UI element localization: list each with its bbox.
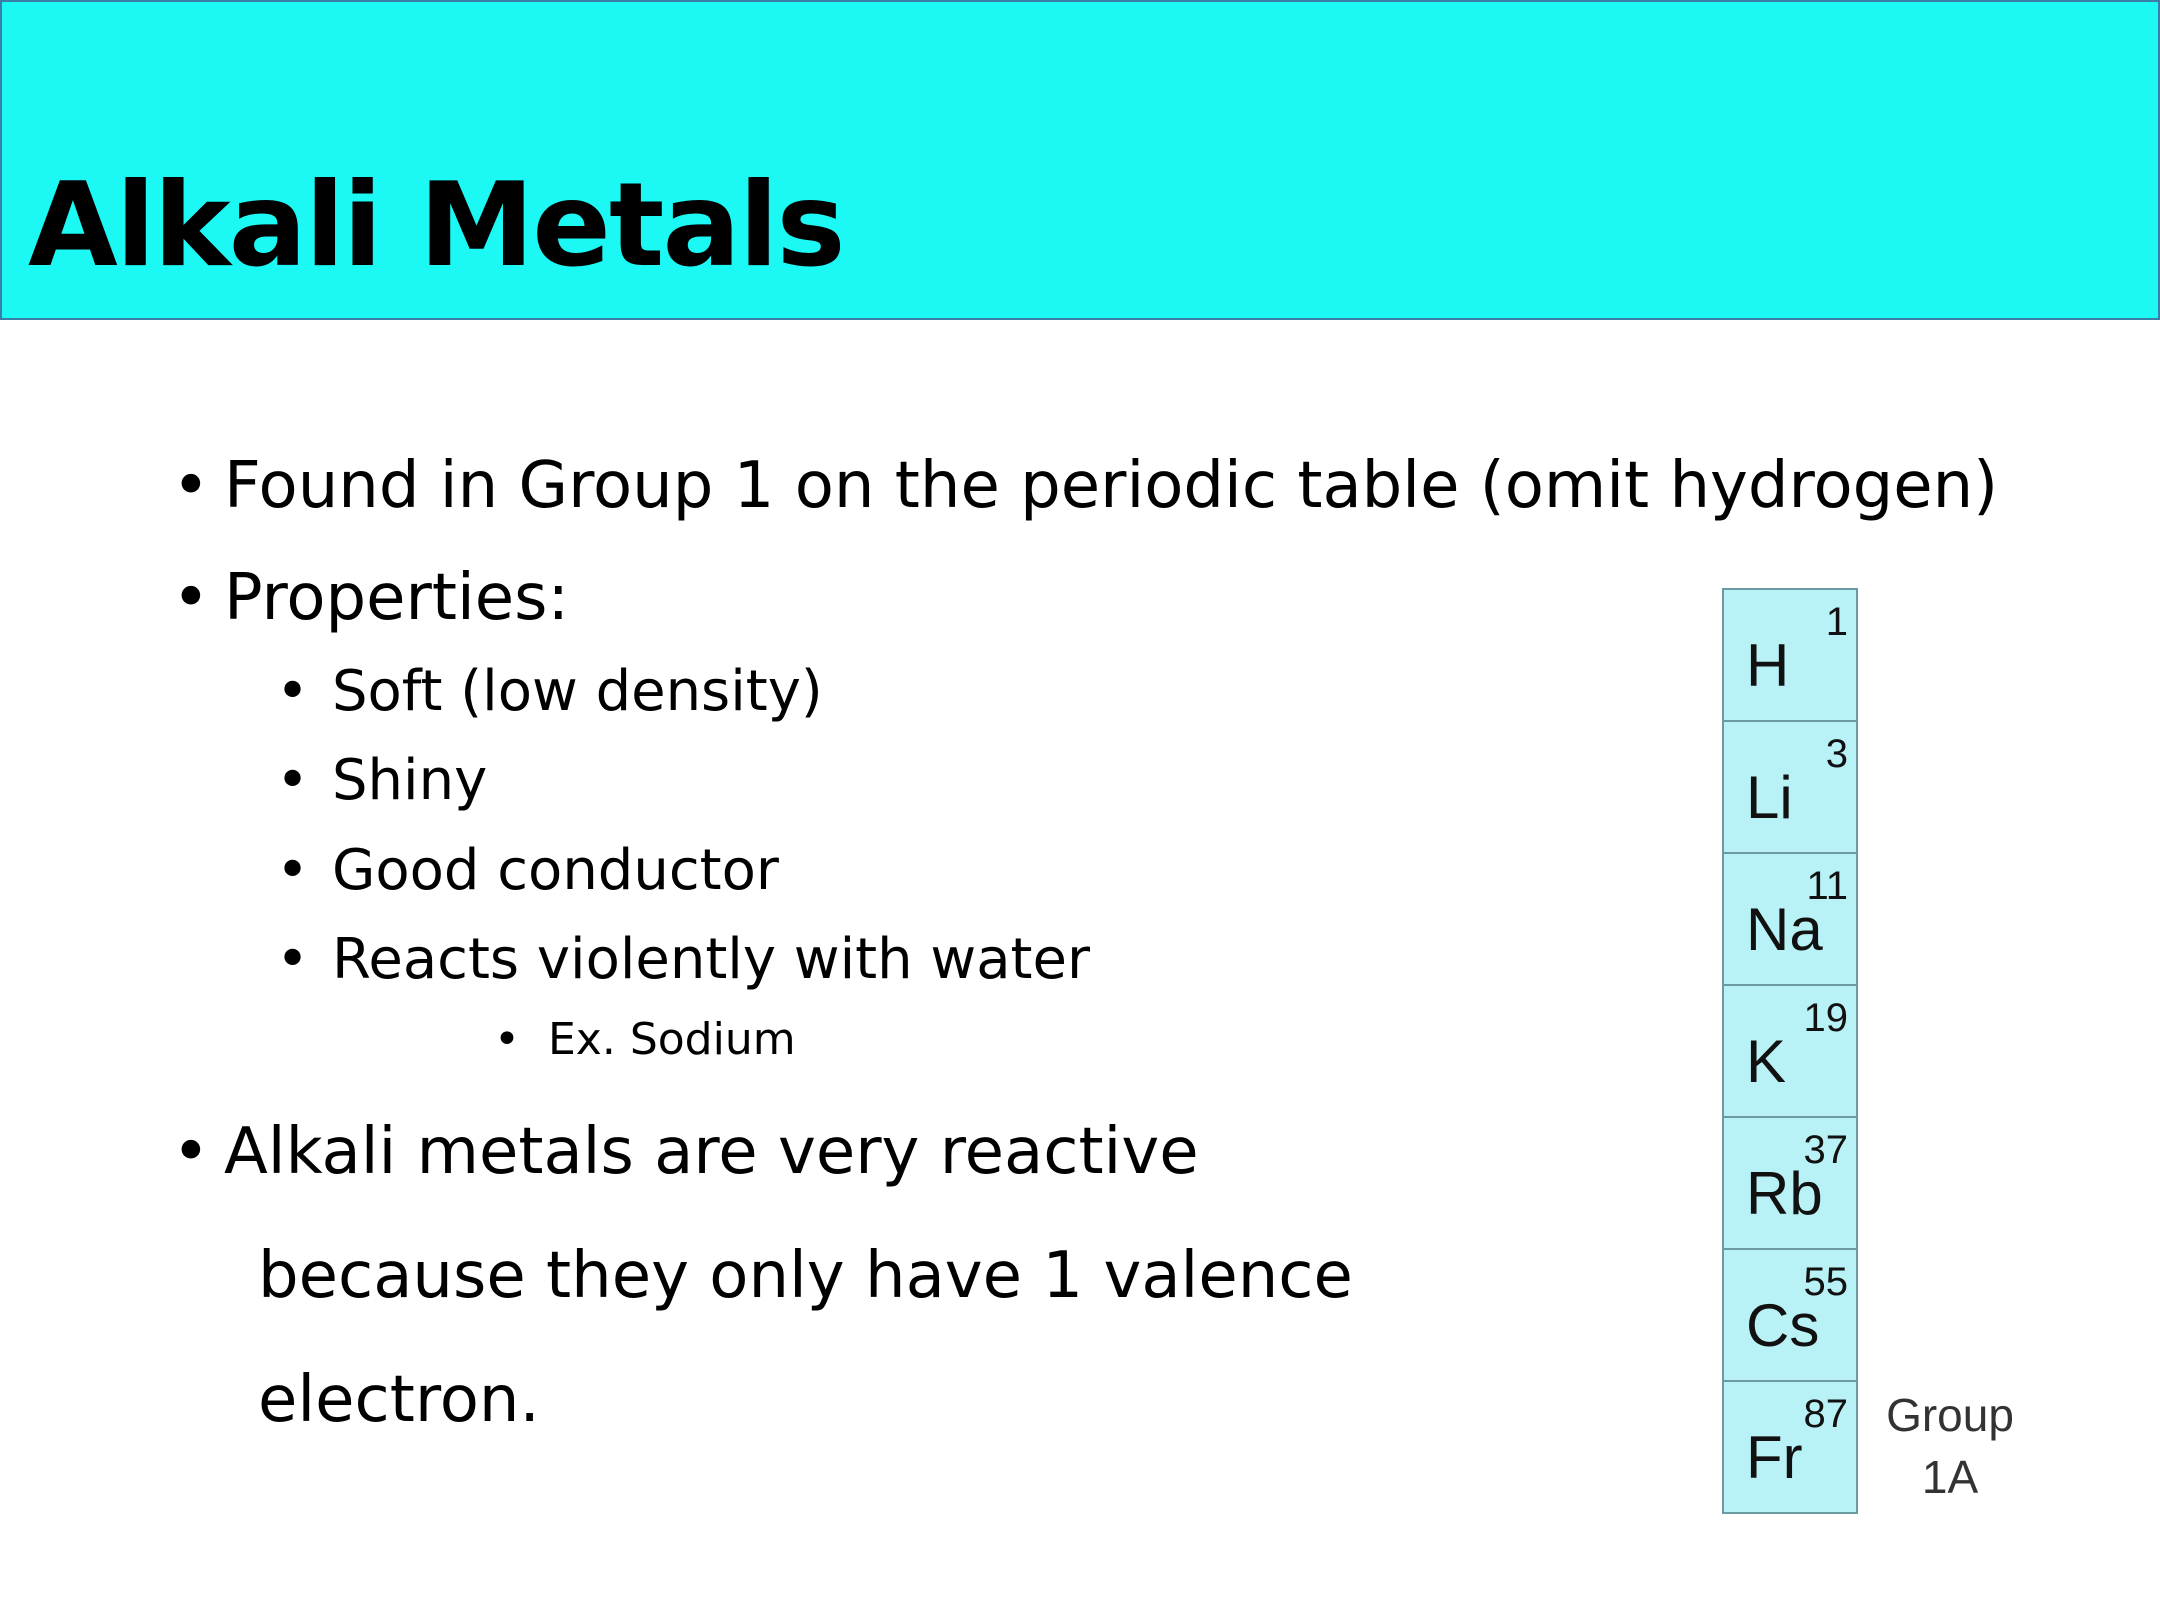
element-cell-rb bbox=[1722, 1116, 1858, 1250]
bullet-text: Found in Group 1 on the periodic table (omit hydrogen) bbox=[224, 449, 1999, 523]
sub-sub-bullet-example bbox=[494, 1014, 796, 1065]
bullet-dot: • bbox=[172, 561, 210, 635]
bullet-properties bbox=[172, 561, 569, 635]
bullet-reactive bbox=[172, 1115, 1199, 1189]
atomic-number: 3 bbox=[1825, 732, 1848, 776]
bullet-text: Soft (low density) bbox=[332, 659, 823, 724]
sub-bullet-shiny bbox=[276, 748, 488, 813]
bullet-dot: • bbox=[276, 927, 310, 992]
group-label-line2: 1A bbox=[1921, 1451, 1979, 1504]
element-cell-fr bbox=[1722, 1380, 1858, 1514]
element-symbol: Cs bbox=[1746, 1292, 1820, 1359]
element-symbol: Na bbox=[1746, 896, 1823, 963]
periodic-group-1-column bbox=[1722, 590, 1858, 1514]
bullet-dot: • bbox=[276, 838, 310, 903]
bullet-text: Good conductor bbox=[332, 838, 779, 903]
sub-bullet-conductor bbox=[276, 838, 779, 903]
element-symbol: Rb bbox=[1746, 1160, 1823, 1227]
element-cell-k bbox=[1722, 984, 1858, 1118]
bullet-dot: • bbox=[172, 449, 210, 523]
atomic-number: 87 bbox=[1803, 1392, 1848, 1436]
group-label-line1: Group bbox=[1886, 1389, 2014, 1441]
bullet-dot: • bbox=[276, 659, 310, 724]
atomic-number: 1 bbox=[1825, 600, 1848, 644]
bullet-text: Ex. Sodium bbox=[548, 1014, 796, 1065]
element-cell-na bbox=[1722, 852, 1858, 986]
element-cell-h bbox=[1722, 588, 1858, 722]
sub-bullet-reacts bbox=[276, 927, 1090, 992]
bullet-dot: • bbox=[494, 1014, 520, 1065]
slide-title: Alkali Metals bbox=[28, 158, 844, 293]
bullet-group-1 bbox=[172, 449, 1999, 523]
element-cell-li bbox=[1722, 720, 1858, 854]
atomic-number: 37 bbox=[1803, 1128, 1848, 1172]
sub-bullet-soft bbox=[276, 659, 823, 724]
element-symbol: Li bbox=[1746, 764, 1793, 831]
atomic-number: 55 bbox=[1803, 1260, 1848, 1304]
atomic-number: 19 bbox=[1803, 996, 1848, 1040]
bullet-text: Reacts violently with water bbox=[332, 927, 1090, 992]
element-symbol: H bbox=[1746, 632, 1790, 699]
bullet-text: Alkali metals are very reactive bbox=[224, 1115, 1199, 1189]
bullet-text: Shiny bbox=[332, 748, 488, 813]
bullet-dot: • bbox=[276, 748, 310, 813]
element-symbol: Fr bbox=[1746, 1424, 1803, 1491]
bullet-dot: • bbox=[172, 1115, 210, 1189]
bullet-text: Properties: bbox=[224, 561, 569, 635]
bullet-reactive-line3: electron. bbox=[258, 1363, 540, 1437]
group-label bbox=[1880, 1384, 2020, 1508]
bullet-reactive-line2: because they only have 1 valence bbox=[258, 1239, 1353, 1313]
element-cell-cs bbox=[1722, 1248, 1858, 1382]
element-symbol: K bbox=[1746, 1028, 1787, 1095]
atomic-number: 11 bbox=[1806, 864, 1848, 908]
